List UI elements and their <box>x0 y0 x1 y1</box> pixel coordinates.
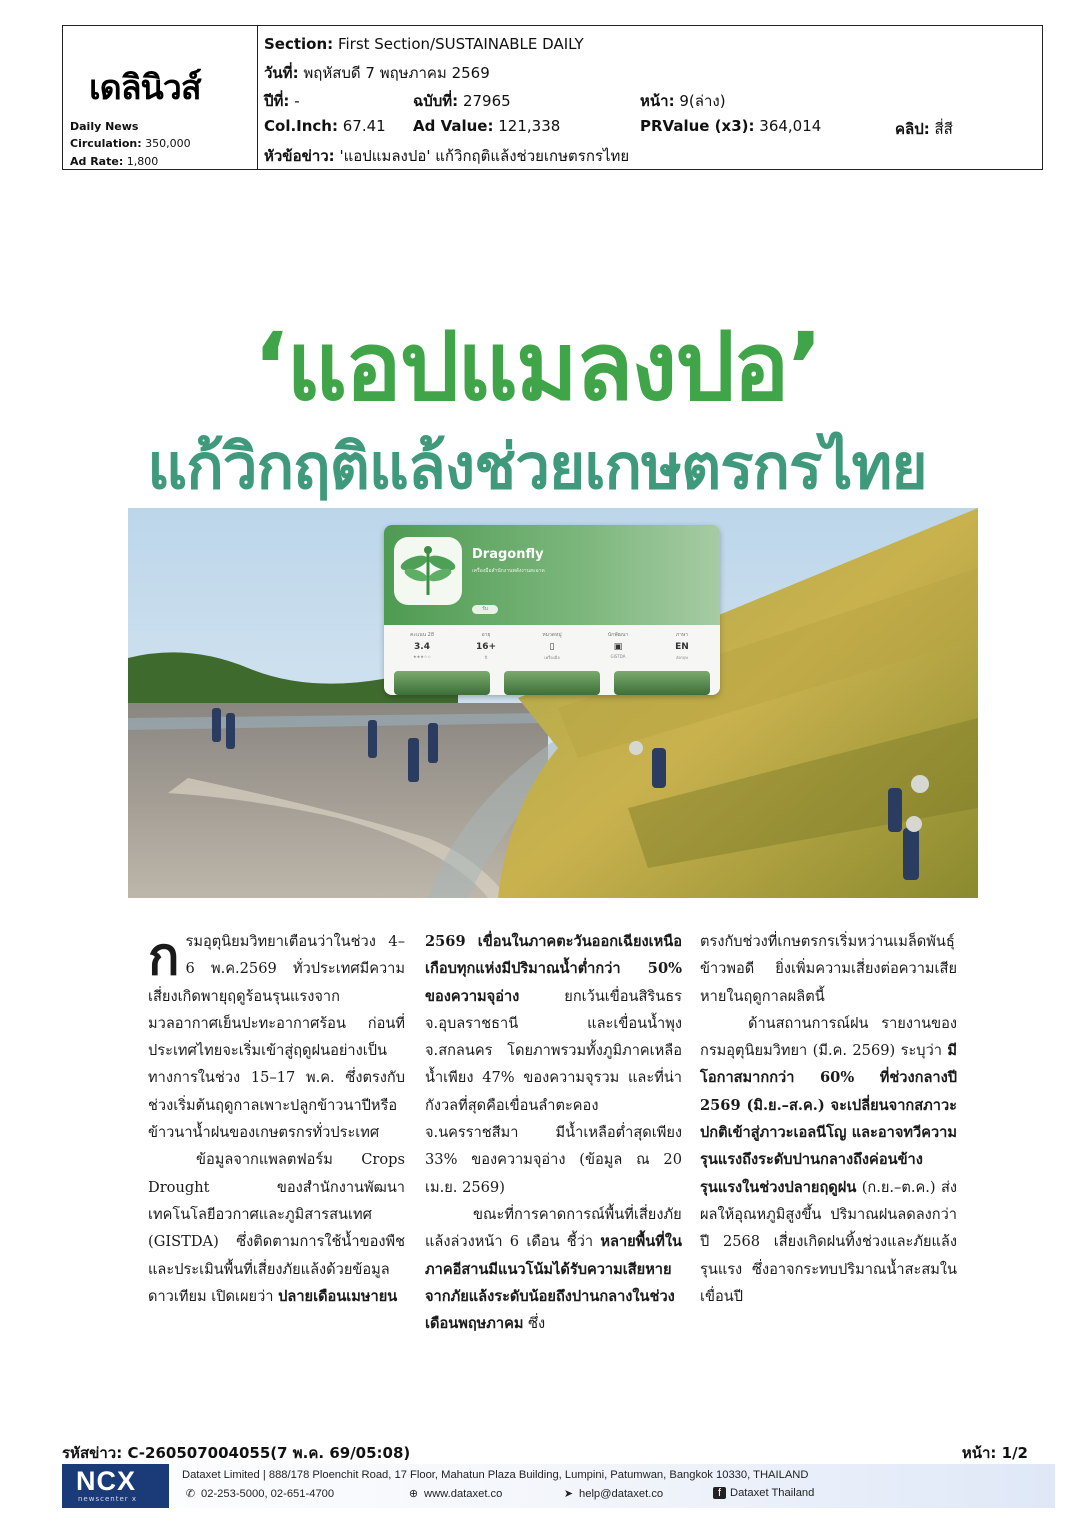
page-field <box>640 89 726 113</box>
circulation <box>70 137 191 150</box>
paragraph-text: รมอุตุนิยมวิทยาเตือนว่าในช่วง 4–6 พ.ค.2569 ทั่วประเทศมีความเสี่ยงเกิดพายุฤดูร้อนรุนแรงจากมวลอากาศเย็นปะทะอากาศร้อน ก่อนที่ประเทศไทยจะเริ่มเข้าสู่ฤดูฝนอย่างเป็นทางการในช่วง 15–17 พ.ค. ซึ่งตรงกับช่วงเริ่มต้นฤดูกาลเพาะปลูกข้าวนาปีหรือข้าวนาน้ำฝนของเกษตรกรทั่วประเทศ <box>148 933 405 1142</box>
daily-news-label: Daily News <box>70 120 139 133</box>
adrate-value: 1,800 <box>126 155 159 168</box>
phone-text: 02-253-5000, 02-651-4700 <box>201 1488 335 1500</box>
paragraph <box>425 1201 682 1337</box>
section-row <box>264 35 584 53</box>
prvalue-value: 364,014 <box>759 117 822 135</box>
stat-label: นักพัฒนา <box>607 632 629 638</box>
stat-value: 3.4 <box>414 642 430 652</box>
stat-sub: GISTDA <box>610 654 626 659</box>
paragraph-text: ยกเว้นเขื่อนสิรินธร จ.อุบลราชธานี และเขื่อนน้ำพุง จ.สกลนคร โดยภาพรวมทั้งภูมิภาคเหลือน้ำเพียง 47% ของความจุรวม และที่น่ากังวลที่สุดคือเขื่อนลำตะคอง จ.นครราชสีมา มีน้ำเหลือต่ำสุดเพียง 33% ของความจุอ่าง (ข้อมูล ณ 20 เม.ย. 2569) <box>425 987 682 1196</box>
paragraph <box>425 928 682 1201</box>
ncx-logo <box>62 1464 169 1508</box>
app-name: Dragonfly <box>472 547 544 562</box>
paragraph <box>700 1010 957 1310</box>
date-label: วันที่: <box>264 64 299 82</box>
screenshot-thumb <box>394 671 490 695</box>
clip-label: คลิป: <box>895 120 930 138</box>
paragraph-text: ด้านสถานการณ์ฝน รายงานของกรมอุตุนิยมวิทยา (มี.ค. 2569) ระบุว่า <box>700 1014 957 1060</box>
page-label: หน้า: <box>640 92 675 110</box>
headline-label: หัวข้อข่าว: <box>264 147 335 165</box>
stat-value: EN <box>675 642 689 652</box>
news-code-label: รหัสข่าว: <box>62 1444 123 1462</box>
stat-value: ▯ <box>549 642 555 652</box>
facebook-icon: f <box>713 1487 726 1499</box>
clip-field <box>895 117 953 141</box>
paragraph-text: ตรงกับช่วงที่เกษตรกรเริ่มหว่านเมล็ดพันธุ์ข้าวพอดี ยิ่งเพิ่มความเสี่ยงต่อความเสียหายในฤดูกาลผลิตนี้ <box>700 933 957 1005</box>
advalue-field <box>413 117 560 135</box>
paragraph-text: ซึ่ง <box>528 1315 546 1333</box>
date-row <box>264 61 490 85</box>
app-stats <box>384 625 720 695</box>
headline-main: ‘แอปแมลงปอ’ <box>252 313 822 422</box>
stat-label: คะแนน 28 <box>409 632 435 638</box>
headline-sub: แก้วิกฤติแล้งช่วยเกษตรกรไทย <box>147 430 927 503</box>
article-column-3 <box>700 928 957 1310</box>
issue-field <box>413 89 511 113</box>
stat-sub: อังกฤษ <box>676 655 688 660</box>
stat-sub: ★★★☆☆ <box>413 654 431 659</box>
stat-rating <box>394 631 450 659</box>
stat-value: ▣ <box>613 642 623 652</box>
stat-language <box>654 631 710 661</box>
year-label: ปีที่: <box>264 92 290 110</box>
stat-category <box>524 631 580 661</box>
clipping-header <box>62 25 1043 170</box>
issue-label: ฉบับที่: <box>413 92 459 110</box>
date-value: พฤหัสบดี 7 พฤษภาคม 2569 <box>303 64 490 82</box>
paragraph-bold: มีโอกาสมากกว่า 60% ที่ช่วงกลางปี 2569 (มิ.ย.–ส.ค.) จะเปลี่ยนจากสภาวะปกติเข้าสู่ภาวะเอลนีโญ และอาจทวีความรุนแรงถึงระดับปานกลางถึงค่อนข้างรุนแรงในช่วงปลายฤดูฝน <box>700 1042 957 1196</box>
stat-sub: เครื่องมือ <box>544 655 560 660</box>
paragraph-bold: 2569 เขื่อนในภาคตะวันออกเฉียงเหนือเกือบทุกแห่งมีปริมาณน้ำต่ำกว่า 50% ของความจุอ่าง <box>425 933 682 1005</box>
issue-value: 27965 <box>462 92 511 110</box>
paragraph-text: ข้อมูลจากแพลตฟอร์ม Crops Drought ของสำนักงานพัฒนาเทคโนโลยีอวกาศและภูมิสารสนเทศ (GISTDA) ซึ่งติดตามการใช้น้ำของพืชและประเมินพื้นที่เสี่ยงภัยแล้งด้วยข้อมูลดาวเทียม เปิดเผยว่า <box>148 1151 405 1305</box>
send-icon: ➤ <box>563 1488 574 1500</box>
paragraph-text: (ก.ย.–ต.ค.) ส่งผลให้อุณหภูมิสูงขึ้น ปริมาณฝนลดลงกว่าปี 2568 เสี่ยงเกิดฝนทิ้งช่วงและภัยแล้งรุนแรง ซึ่งอาจกระทบปริมาณน้ำสะสมในเขื่อนปี <box>700 1178 957 1305</box>
paragraph <box>148 1146 405 1310</box>
article-column-1 <box>148 928 405 1310</box>
headline-value: 'แอปแมลงปอ' แก้วิกฤติแล้งช่วยเกษตรกรไทย <box>339 147 630 165</box>
email-contact[interactable] <box>562 1487 663 1500</box>
paragraph <box>700 928 957 1010</box>
year-value: - <box>294 92 300 110</box>
stat-label: ภาษา <box>675 632 689 638</box>
colinch-value: 67.41 <box>342 117 386 135</box>
paragraph-bold: ปลายเดือนเมษายน <box>278 1287 398 1305</box>
ncx-brand-sub: newscenter x <box>78 1495 138 1503</box>
facebook-contact[interactable] <box>713 1487 814 1499</box>
circulation-value: 350,000 <box>145 137 191 150</box>
adrate-label: Ad Rate: <box>70 155 124 168</box>
dragonfly-app-card <box>384 525 720 695</box>
advalue-value: 121,338 <box>498 117 561 135</box>
news-code <box>62 1441 410 1465</box>
paragraph-bold: หลายพื้นที่ในภาคอีสานมีแนวโน้มได้รับความเสียหายจากภัยแล้งระดับน้อยถึงปานกลางในช่วงเดือนพฤษภาคม <box>425 1233 683 1333</box>
paragraph <box>148 928 405 1146</box>
page-indicator: หน้า: 1/2 <box>961 1444 1028 1462</box>
facebook-text[interactable]: Dataxet Thailand <box>730 1487 815 1499</box>
ncx-brand: NCX <box>76 1466 137 1496</box>
stat-label: หมวดหมู่ <box>542 632 562 638</box>
phone-icon: ✆ <box>185 1488 196 1500</box>
year-field <box>264 89 300 113</box>
stat-age <box>458 631 514 661</box>
dragonfly-app-icon <box>394 537 462 605</box>
advalue-label: Ad Value: <box>413 117 494 135</box>
colinch-label: Col.Inch: <box>264 117 338 135</box>
section-value: First Section/SUSTAINABLE DAILY <box>337 35 584 53</box>
website-text[interactable]: www.dataxet.co <box>424 1488 503 1500</box>
paragraph-text: ขณะที่การคาดการณ์พื้นที่เสี่ยงภัยแล้งล่วงหน้า 6 เดือน ชี้ว่า <box>425 1205 682 1251</box>
publication-box <box>63 26 258 169</box>
stat-value: 16+ <box>475 642 497 652</box>
globe-icon: ⊕ <box>408 1488 419 1500</box>
ad-rate <box>70 155 158 168</box>
section-label: Section: <box>264 35 334 53</box>
screenshot-thumb <box>504 671 600 695</box>
colinch-field <box>264 117 386 135</box>
email-text[interactable]: help@dataxet.co <box>579 1488 664 1500</box>
stat-developer <box>590 631 646 659</box>
prvalue-field <box>640 117 821 135</box>
stat-sub: ปี <box>484 655 488 660</box>
dragonfly-icon <box>394 537 462 605</box>
app-get-button[interactable]: รับ <box>472 605 498 614</box>
circulation-label: Circulation: <box>70 137 142 150</box>
headline-row <box>264 144 629 168</box>
prvalue-label: PRValue (x3): <box>640 117 755 135</box>
screenshot-thumb <box>614 671 710 695</box>
clip-value: สี่สี <box>934 120 953 138</box>
app-subtitle: เครื่องมือสำนักงานพลังงานสะอาด <box>472 568 545 574</box>
dailynews-logo: เดลินิวส์ <box>89 68 201 108</box>
page-value: 9(ล่าง) <box>679 92 726 110</box>
news-code-value: C-260507004055(7 พ.ค. 69/05:08) <box>127 1444 411 1462</box>
stat-label: อายุ <box>481 632 491 638</box>
footer-bar <box>62 1464 1055 1508</box>
dropcap: ก <box>148 926 180 987</box>
company-address: Dataxet Limited | 888/178 Ploenchit Road, 17 Floor, Mahatun Plaza Building, Lumpini, Patumwan, Bangkok 10330, THAILAND <box>182 1469 809 1481</box>
website-contact[interactable] <box>407 1487 502 1500</box>
article-column-2 <box>425 928 682 1337</box>
phone-contact <box>184 1487 334 1500</box>
article-photo <box>128 508 978 898</box>
